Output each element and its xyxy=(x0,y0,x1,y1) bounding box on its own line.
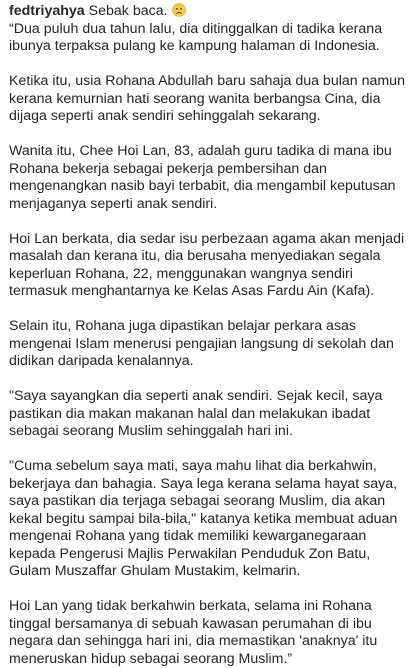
caption-paragraph-3: Wanita itu, Chee Hoi Lan, 83, adalah guru tadika di mana ibu Rohana bekerja sebagai pekerja pembersihan dan mengenangkan nasib bayi terbabit, dia mengambil keputusan menjaganya seperti anak sendiri. xyxy=(9,143,396,212)
caption-paragraph-5: Selain itu, Rohana juga dipastikan belajar perkara asas mengenai Islam menerusi pengajian langsung di sekolah dan didikan daripada kenalannya. xyxy=(9,318,394,369)
username-link[interactable]: fedtriyahya xyxy=(9,3,85,19)
caption-paragraph-4: Hoi Lan berkata, dia sedar isu perbezaan agama akan menjadi masalah dan kerana itu, dia berusaha menyediakan segala keperluan Rohana, 22, menggunakan wangnya sendiri termasuk menghantarnya ke Kelas Asas Fardu Ain (Kafa). xyxy=(9,230,405,299)
caption-lead-text: Sebak baca. xyxy=(88,3,168,19)
caption-paragraph-8: Hoi Lan yang tidak berkahwin berkata, selama ini Rohana tinggal bersamanya di sebuah kawasan perumahan di ibu negara dan sehingga hari ini, dia memastikan 'anaknya' itu meneruskan hidup sebagai seorang Muslim.” xyxy=(9,598,378,667)
caption-first-line xyxy=(9,3,406,21)
caption-paragraph-1: “Dua puluh dua tahun lalu, dia ditinggalkan di tadika kerana ibunya terpaksa pulang ke kampung halaman di Indonesia. xyxy=(9,20,383,54)
caption-paragraph-2: Ketika itu, usia Rohana Abdullah baru sahaja dua bulan namun kerana kemurnian hati seorang wanita berbangsa Cina, dia dijaga seperti anak sendiri sehinggalah sekarang. xyxy=(9,73,405,124)
crying-face-icon xyxy=(172,3,186,17)
caption-paragraph-7: "Cuma sebelum saya mati, saya mahu lihat dia berkahwin, bekerjaya dan bahagia. Saya lega kerana selama hayat saya, saya pastikan dia terjaga sebagai seorang Muslim, dia akan kekal begitu sampai bila-bila," katanya ketika membuat aduan mengenai Rohana yang tidak memiliki kewarganegaraan kepada Pengerusi Majlis Perwakilan Penduduk Zon Batu, Gulam Muszaffar Ghulam Mustakim, kelmarin. xyxy=(9,458,398,579)
caption-paragraph-6: "Saya sayangkan dia seperti anak sendiri. Sejak kecil, saya pastikan dia makan makanan halal dan melakukan ibadat sebagai seorang Muslim sehinggalah hari ini. xyxy=(9,388,383,439)
